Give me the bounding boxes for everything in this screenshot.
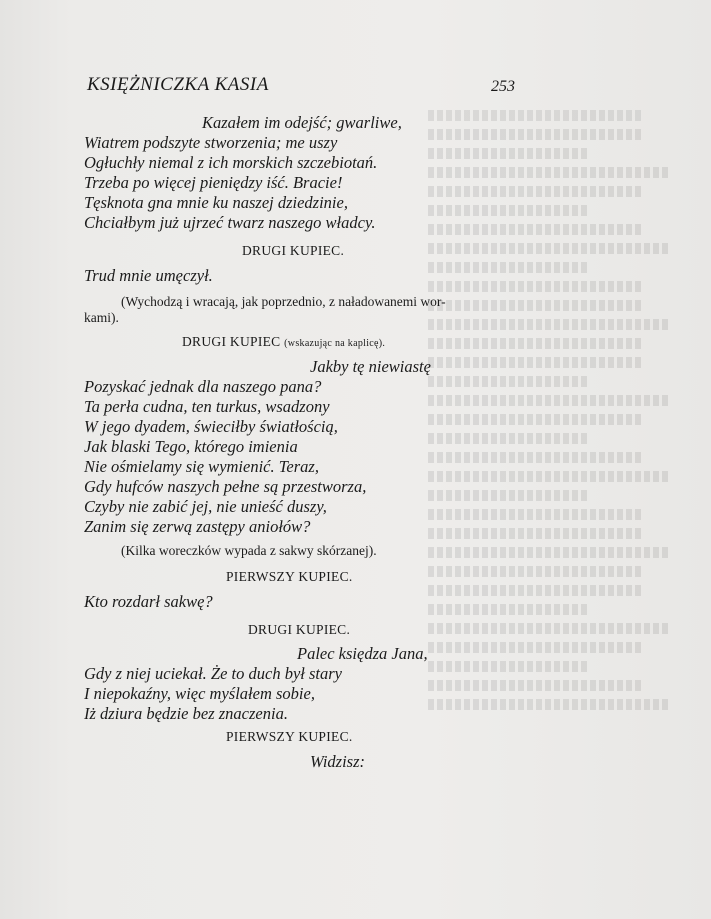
verse-line: Jakby tę niewiastę — [310, 357, 431, 376]
stage-direction: kami). — [84, 310, 119, 325]
page-header — [87, 74, 515, 98]
verse-line: Trzeba po więcej pieniędzy iść. Bracie! — [84, 173, 343, 192]
speaker-heading: PIERWSZY KUPIEC. — [226, 569, 353, 584]
verse-line: Gdy hufców naszych pełne są przestworza, — [84, 477, 367, 496]
speaker-heading: DRUGI KUPIEC. — [242, 243, 345, 258]
verse-line: Widzisz: — [310, 752, 366, 771]
verse-line: Ta perła cudna, ten turkus, wsadzony — [84, 397, 330, 416]
page-number: 253 — [491, 78, 515, 95]
verse-line: Zanim się zerwą zastępy aniołów? — [84, 517, 311, 536]
verse-line: Gdy z niej uciekał. Że to duch był stary — [84, 664, 342, 683]
verse-line: Iż dziura będzie bez znaczenia. — [84, 704, 288, 723]
verse-line: Nie ośmielamy się wymienić. Teraz, — [84, 457, 319, 476]
speaker-name: DRUGI KUPIEC — [182, 334, 281, 349]
verse-line: I niepokaźny, więc myślałem sobie, — [84, 684, 315, 703]
speaker-note: (wskazując na kaplicę). — [284, 338, 386, 349]
verse-line: Ogłuchły niemal z ich morskich szczebiotań. — [84, 153, 378, 172]
verse-line: Trud mnie umęczył. — [84, 266, 213, 285]
verse-line: Pozyskać jednak dla naszego pana? — [84, 377, 322, 396]
verse-line: Kazałem im odejść; gwarliwe, — [202, 113, 402, 132]
verse-line: Wiatrem podszyte stworzenia; me uszy — [84, 133, 338, 152]
speaker-heading — [182, 334, 385, 350]
stage-direction: (Wychodzą i wracają, jak poprzednio, z naładowanemi wor- — [121, 294, 446, 309]
bleed-through-text — [428, 110, 698, 790]
running-title: KSIĘŻNICZKA KASIA — [87, 74, 269, 95]
stage-direction: (Kilka woreczków wypada z sakwy skórzanej). — [121, 543, 377, 558]
verse-line: Czyby nie zabić jej, nie unieść duszy, — [84, 497, 327, 516]
verse-line: W jego dyadem, świeciłby światłością, — [84, 417, 338, 436]
verse-line: Kto rozdarł sakwę? — [84, 592, 213, 611]
verse-line: Chciałbym już ujrzeć twarz naszego władcy. — [84, 213, 376, 232]
speaker-heading: DRUGI KUPIEC. — [248, 622, 351, 637]
verse-line: Jak blaski Tego, którego imienia — [84, 437, 298, 456]
speaker-heading: PIERWSZY KUPIEC. — [226, 729, 353, 744]
verse-line: Tęsknota gna mnie ku naszej dziedzinie, — [84, 193, 348, 212]
verse-line: Palec księdza Jana, — [297, 644, 428, 663]
